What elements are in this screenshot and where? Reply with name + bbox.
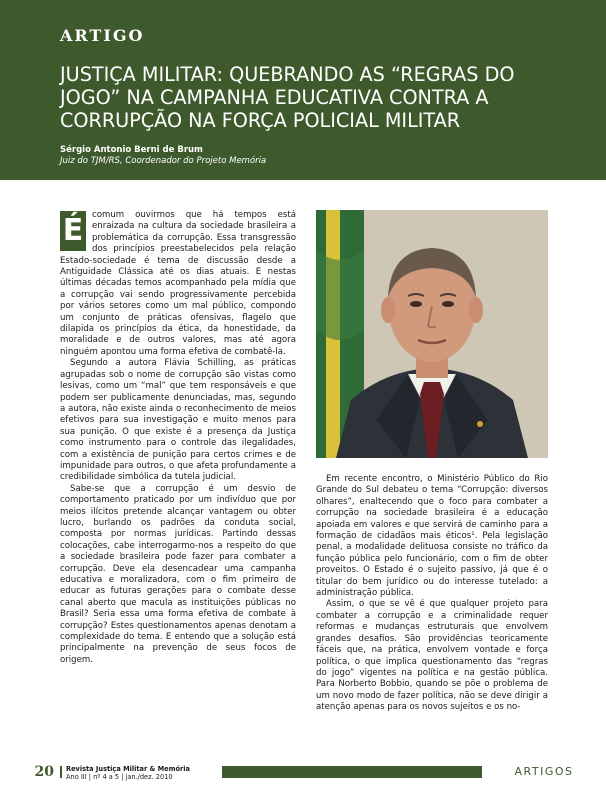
author-photo — [316, 210, 548, 458]
paragraph: Assim, o que se vê é que qualquer projeto para combater a corrupção e a criminalidade requer reformas e mudanças estruturais que envolvem grandes desafios. São providências teoricamente fáceis que, na prática, envolvem vontade e força política, o que implica questionamento das “regras do jogo” vigentes na política e na gestão pública. Para Norberto Bobbio, quando se põe o problema de um novo modo de fazer política, não se deve dirigir a atenção apenas para os novos sujeitos e os no- — [316, 599, 548, 713]
header-band — [0, 0, 606, 180]
article-column-left — [60, 210, 296, 770]
byline — [60, 145, 266, 167]
journal-title: Revista Justiça Militar & Memória — [66, 765, 190, 773]
paragraph: Segundo a autora Flávia Schilling, as práticas agrupadas sob o nome de corrupção são vistas como lesivas, como um “mal” que tem responsáveis e que podem ser publicamente denunciadas, mas, segundo a autora, não existe ainda o reconhecimento de meios efetivos para sua investigação e muito menos para sua punição. O que existe é a presença da Justiça como instrumento para o controle das ilegalidades, com a existência de punição para certos crimes e de impunidade para outros, o que afeta profundamente a credibilidade simbólica da tutela judicial. — [60, 358, 296, 483]
drop-cap: É — [60, 211, 86, 251]
author-role: Juiz do TJM/RS, Coordenador do Projeto Memória — [60, 156, 267, 166]
paragraph: Em recente encontro, o Ministério Público do Rio Grande do Sul debateu o tema “Corrupção: diversos olhares”, enaltecendo que o foco para combater a corrupção na sociedade brasileira é a educação apoiada em valores e que servirá de caminho para a formação de cidadãos mais éticos¹. Pela legislação penal, a modalidade delituosa consiste no tráfico da função pública pelo funcionário, com o fim de obter proveitos. O Estado é o sujeito passivo, já que é o titular do bem jurídico ou do interesse tutelado: a administração pública. — [316, 474, 548, 599]
page-number: 20 — [0, 762, 60, 782]
article-column-right — [316, 474, 548, 768]
author-name: Sérgio Antonio Berni de Brum — [60, 145, 203, 155]
article-title: JUSTIÇA MILITAR: QUEBRANDO AS “REGRAS DO JOGO” NA CAMPANHA EDUCATIVA CONTRA A CORRUPÇÃO NA FORÇA POLICIAL MILITAR — [60, 63, 515, 132]
footer-section-label: ARTIGOS — [482, 762, 606, 782]
journal-issue: Ano III | nº 4 a 5 | jan./dez. 2010 — [66, 773, 173, 781]
section-label: ARTIGO — [60, 26, 145, 45]
journal-info — [62, 765, 222, 783]
paragraph: comum ouvirmos que há tempos está enraizada na cultura da sociedade brasileira a problemática da corrupção. Essa transgressão dos princípios preestabelecidos pela relação Estado-sociedade é tema de discussão desde a Antiguidade Clássica até os dias atuais. E nestas últimas décadas temos acompanhado pela mídia que a corrupção vai sendo progressivamente percebida por vários setores como um mal público, compondo um conjunto de práticas ofensivas, flagelo que dilapida os princípios da ética, da honestidade, da moralidade e de outros valores, mas até agora ninguém apontou uma forma efetiva de combatê-la. — [60, 210, 296, 357]
paragraph: Sabe-se que a corrupção é um desvio de comportamento praticado por um indivíduo que por meios ilícitos pretende alcançar vantagem ou obter lucro, burlando os padrões da conduta social, composta por normas jurídicas. Partindo dessas colocações, cabe interrogarmo-nos a respeito do que a sociedade brasileira pode fazer para combater a corrupção. Deve ela desencadear uma campanha educativa e moralizadora, com o fim primeiro de educar as futuras gerações para o combate desse canal aberto que macula as instituições públicas no Brasil? Seria essa uma forma efetiva de combate à corrupção? Estes questionamentos apenas denotam a complexidade do tema. E entendo que a solução está principalmente na prevenção de seus focos de origem. — [60, 483, 296, 665]
